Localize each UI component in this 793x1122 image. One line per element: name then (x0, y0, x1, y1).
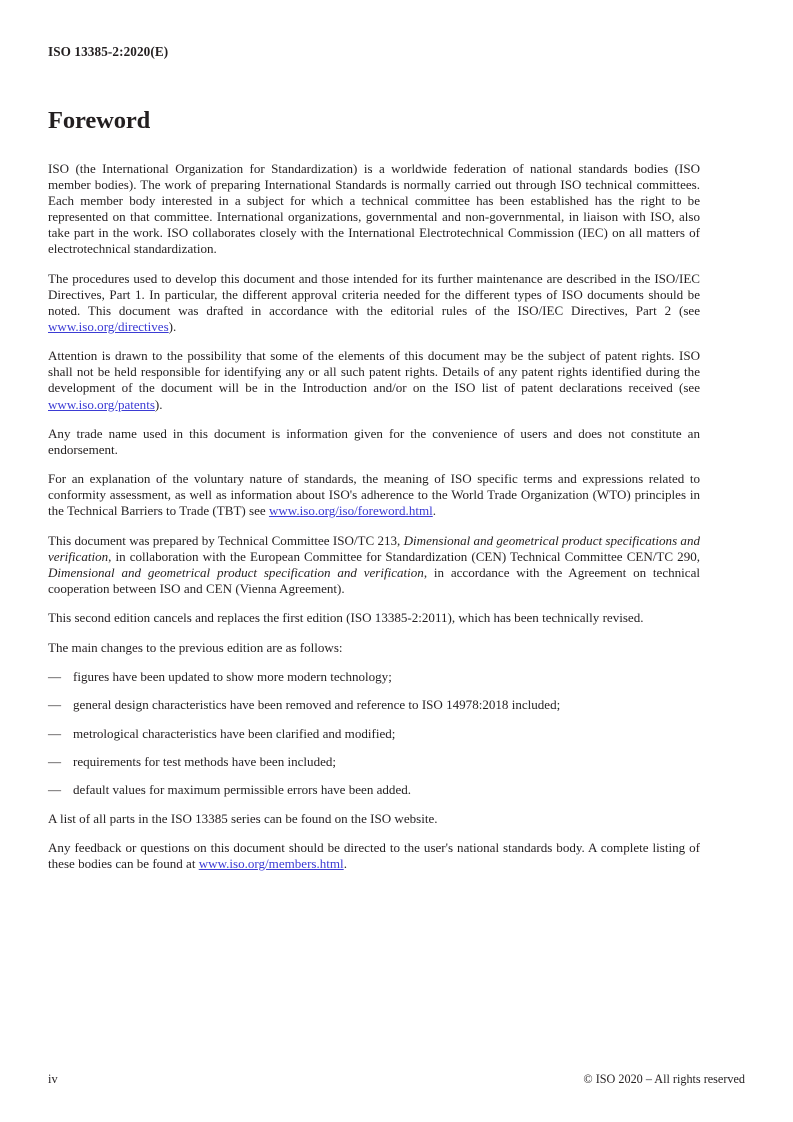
link-iso-patents[interactable]: www.iso.org/patents (48, 396, 155, 412)
paragraph-second-edition: This second edition cancels and replaces the first edition (ISO 13385-2:2011), which has been technically revised. (48, 610, 644, 626)
tc-text-2: , in collaboration with the European Committee for Standardization (CEN) Technical Committee CEN/TC 290, (108, 548, 700, 564)
em-dash-marker: — (48, 753, 62, 769)
tc-title-cen-290: Dimensional and geometrical product specification and verification (48, 564, 424, 580)
link-iso-directives[interactable]: www.iso.org/directives (48, 318, 169, 334)
copyright-notice: © ISO 2020 – All rights reserved (583, 1072, 745, 1086)
tc-text-3: , in accordance with the Agreement on technical cooperation between ISO and CEN (Vienna Agreement). (48, 564, 700, 596)
paragraph-procedures (48, 271, 700, 335)
link-iso-members[interactable]: www.iso.org/members.html (198, 856, 344, 872)
list-item (48, 754, 700, 770)
list-item (48, 697, 700, 713)
paragraph-patent-rights (48, 348, 700, 412)
em-dash-marker: — (48, 725, 62, 741)
paragraph-series-parts: A list of all parts in the ISO 13385 series can be found on the ISO website. (48, 810, 438, 826)
paragraph-feedback-text: Any feedback or questions on this document should be directed to the user's national standards body. A complete listing of these bodies can be found at (48, 840, 700, 872)
paragraph-procedures-text: The procedures used to develop this document and those intended for its further maintenance are described in the ISO/IEC Directives, Part 1. In particular, the different approval criteria needed for the different types of ISO documents should be noted. This document was drafted in accordance with the editorial rules of the ISO/IEC Directives, Part 2 (see (48, 270, 700, 318)
link-iso-foreword[interactable]: www.iso.org/iso/foreword.html (268, 503, 433, 519)
list-item (48, 782, 700, 798)
paragraph-trade-name: Any trade name used in this document is information given for the convenience of users and does not constitute an endorsement. (48, 425, 700, 457)
tc-title-iso-213: Dimensional and geometrical product specifications and verification (48, 532, 700, 564)
paragraph-patent-rights-text: Attention is drawn to the possibility that some of the elements of this document may be the subject of patent rights. ISO shall not be held responsible for identifying any or all such patent rights. Details of any patent rights identified during the development of the document will be in the Introduction and/or on the ISO list of patent declarations received (see (48, 348, 700, 396)
page-number: iv (48, 1072, 58, 1086)
paragraph-scope-iso: ISO (the International Organization for Standardization) is a worldwide federation of national standards bodies (ISO member bodies). The work of preparing International Standards is normally carried out through ISO technical committees. Each member body interested in a subject for which a technical committee has been established has the right to be represented on that committee. International organizations, governmental and non-governmental, in liaison with ISO, also take part in the work. ISO collaborates closely with the International Electrotechnical Commission (IEC) on all matters of electrotechnical standardization. (48, 160, 700, 257)
em-dash-marker: — (48, 668, 62, 684)
document-header: ISO 13385-2:2020(E) (48, 44, 169, 59)
document-body (48, 108, 700, 885)
paragraph-patent-rights-tail: ). (154, 396, 163, 412)
paragraph-voluntary-nature-tail: . (432, 503, 437, 519)
em-dash-marker: — (48, 697, 62, 713)
list-item-text: figures have been updated to show more modern technology; (73, 668, 392, 684)
page-title: Foreword (48, 107, 151, 134)
changes-list (48, 669, 700, 799)
tc-text-1: This document was prepared by Technical Committee ISO/TC 213, (48, 532, 404, 548)
paragraph-feedback-tail: . (343, 856, 347, 872)
list-item (48, 669, 700, 685)
page-footer (48, 1072, 745, 1092)
paragraph-voluntary-nature-text: For an explanation of the voluntary nature of standards, the meaning of ISO specific terms and expressions related to conformity assessment, as well as information about ISO's adherence to the World Trade Organization (WTO) principles in the Technical Barriers to Trade (TBT) see (48, 471, 700, 519)
paragraph-feedback (48, 840, 700, 872)
paragraph-procedures-tail: ). (168, 318, 177, 334)
list-item-text: metrological characteristics have been clarified and modified; (73, 725, 396, 741)
em-dash-marker: — (48, 782, 62, 798)
list-item-text: default values for maximum permissible errors have been added. (73, 782, 412, 798)
paragraph-technical-committee (48, 533, 700, 597)
list-item (48, 726, 700, 742)
list-item-text: requirements for test methods have been included; (73, 753, 337, 769)
paragraph-main-changes-intro: The main changes to the previous edition are as follows: (48, 639, 343, 655)
paragraph-voluntary-nature (48, 471, 700, 519)
list-item-text: general design characteristics have been removed and reference to ISO 14978:2018 included; (73, 697, 561, 713)
